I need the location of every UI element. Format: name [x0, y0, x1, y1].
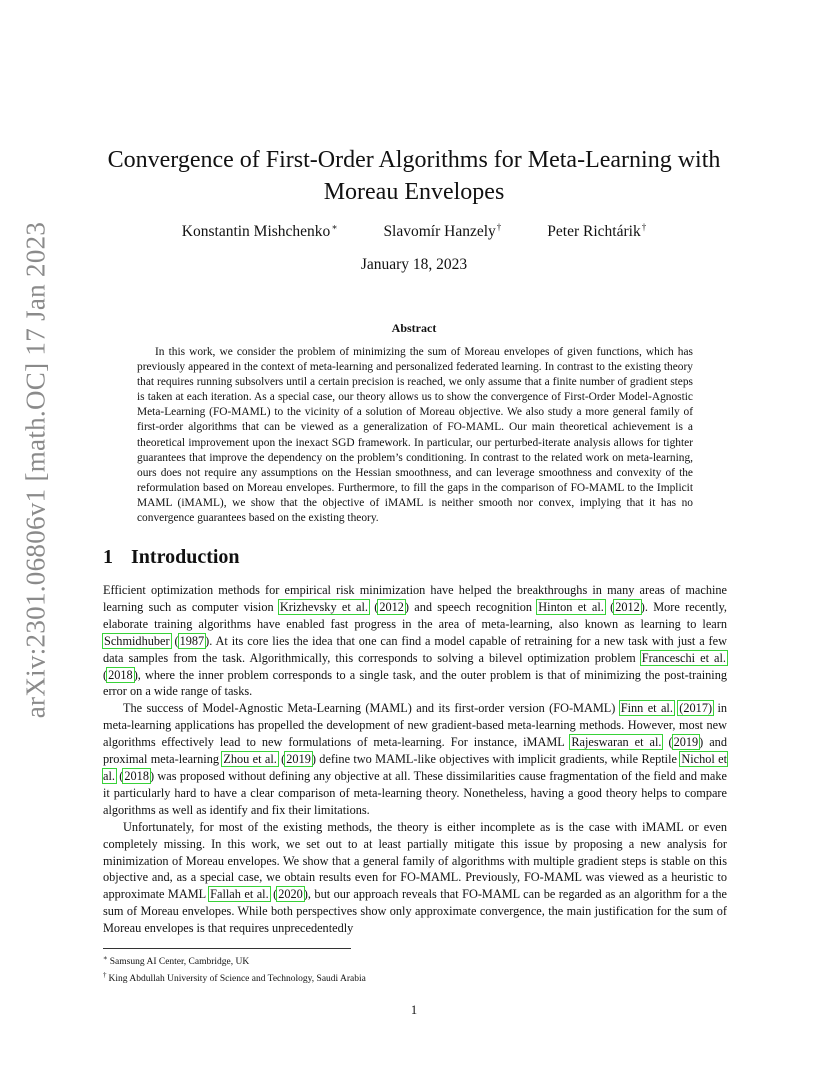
paragraph-text: ) and proximal meta-learning	[103, 735, 727, 767]
author-2-name: Slavomír Hanzely	[383, 223, 496, 241]
citation-link[interactable]: Fallah et al.	[210, 887, 269, 902]
paragraph-text: (	[115, 768, 124, 783]
citation-year-link[interactable]: (2017)	[679, 701, 713, 716]
arxiv-identifier-stamp: arXiv:2301.06806v1 [math.OC] 17 Jan 2023	[20, 221, 51, 719]
citation-year-link[interactable]: 2020	[278, 887, 303, 902]
citation-year-link[interactable]: 1987	[179, 633, 205, 648]
paragraph-text: (	[662, 735, 673, 750]
paragraph-text: (	[604, 599, 615, 614]
section-number: 1	[103, 546, 113, 568]
footnote-2-text: King Abdullah University of Science and Technology, Saudi Arabia	[108, 974, 366, 985]
author-2	[383, 222, 501, 241]
citation-link[interactable]: Schmidhuber	[104, 633, 170, 648]
paragraph-text: Unfortunately, for most of the existing methods, the theory is either incomplete as is the case with iMAML or even completely missing. In this work, we set out to at least partially mitigate this issue by proposing a new analysis for minimization of Moreau envelopes. We show that a general family of algorithms with multiple gradient steps is stable on this objective and, as a special case, we obtain results even for FO-MAML. Previously, FO-MAML was viewed as a heuristic to approximate MAML	[103, 819, 727, 902]
citation-year-link[interactable]: 2019	[286, 752, 311, 767]
citation-year-link[interactable]: 2012	[615, 599, 640, 614]
paper-title: Convergence of First-Order Algorithms for Meta-Learning with Moreau Envelopes	[107, 147, 721, 205]
author-3-mark: †	[641, 222, 647, 232]
footnote-2-mark: †	[103, 971, 107, 980]
paragraph-3	[103, 819, 727, 937]
footnotes	[103, 952, 366, 986]
citation-link[interactable]: Hinton et al.	[538, 599, 604, 614]
author-1	[182, 222, 338, 241]
paragraph-text: The success of Model-Agnostic Meta-Learning (MAML) and its first-order version (FO-MAML)	[123, 701, 620, 716]
author-3-name: Peter Richtárik	[547, 223, 641, 241]
citation-year-link[interactable]: 2018	[124, 768, 149, 783]
footnote-1-text: Samsung AI Center, Cambridge, UK	[109, 957, 250, 968]
author-3	[547, 222, 646, 241]
paragraph-text: ) define two MAML-like objectives with implicit gradients, while Reptile	[311, 752, 681, 767]
citation-year-link[interactable]: 2019	[673, 735, 699, 750]
author-2-mark: †	[496, 222, 502, 232]
citation-link[interactable]: Finn et al.	[620, 701, 673, 716]
paragraph-2	[103, 700, 727, 818]
paragraph-text: (	[103, 667, 108, 682]
author-1-name: Konstantin Mishchenko	[181, 223, 331, 241]
author-list	[104, 222, 724, 241]
paragraph-text: ). More recently, elaborate training algorithms have enabled fast progress in the area of meta-learning, also known as learning to learn	[103, 599, 727, 631]
paragraph-text: Efficient optimization methods for empirical risk minimization have helped the breakthroughs in many areas of machine learning such as computer vision	[103, 583, 727, 614]
footnote-1	[103, 952, 366, 969]
paragraph-text: ), where the inner problem corresponds to a single task, and the outer problem is that of minimizing the post-training error on a wide range of tasks.	[103, 667, 727, 699]
paragraph-text: (	[269, 887, 278, 902]
paragraph-text: ). At its core lies the idea that one can find a model capable of retraining for a new task with just a few data samples from the task. Algorithmically, this corresponds to solving a bilevel optimization problem	[103, 633, 727, 665]
page-number: 1	[410, 1003, 418, 1017]
paragraph-1	[103, 582, 727, 700]
paragraph-text: ) was proposed without defining any objective at all. These dissimilarities cause fragmentation of the field and make it particularly hard to have a clear comparison of meta-learning theory. Nonetheless, having a good theory helps to compare algorithms as well as identify and fix their limitations.	[103, 768, 727, 817]
paper-date: January 18, 2023	[360, 256, 468, 273]
author-1-mark: ∗	[331, 222, 338, 232]
citation-link[interactable]: Zhou et al.	[223, 752, 277, 767]
paragraph-text: (	[277, 752, 286, 767]
footnote-2	[103, 969, 366, 986]
paragraph-text: (	[170, 633, 179, 648]
citation-link[interactable]: Krizhevsky et al.	[279, 599, 368, 614]
footnote-1-mark: ∗	[103, 954, 108, 962]
citation-year-link[interactable]: 2018	[108, 667, 133, 682]
paragraph-text: ), but our approach reveals that FO-MAML can be regarded as an algorithm for a the sum of Moreau envelopes. While both perspectives show only approximate convergence, the main justification for the sum of Moreau envelopes is that requires unprecedentedly	[103, 887, 727, 936]
paragraph-text: (	[368, 599, 379, 614]
section-title: Introduction	[131, 546, 240, 568]
paragraph-text: ) and speech recognition	[404, 599, 538, 614]
abstract-text: In this work, we consider the problem of minimizing the sum of Moreau envelopes of given functions, which has previously appeared in the context of meta-learning and personalized federated learning. In contrast to the existing theory that requires running subsolvers until a certain precision is reached, we only assume that a finite number of gradient steps is taken at each iteration. As a special case, our theory allows us to show the convergence of First-Order Model-Agnostic Meta-Learning (FO-MAML) to the vicinity of a solution of Moreau objective. We also study a more general family of first-order algorithms that can be viewed as a generalization of FO-MAML. Our main theoretical achievement is a theoretical improvement upon the inexact SGD framework. In particular, our perturbed-iterate analysis allows for tighter guarantees that improve the dependency on the problem’s conditioning. In contrast to the related work on meta-learning, ours does not require any assumptions on the Hessian smoothness, and can leverage smoothness and convexity of the reformulation based on Moreau envelopes. Furthermore, to fill the gaps in the comparison of FO-MAML to the Implicit MAML (iMAML), we show that the objective of iMAML is neither smooth nor convex, implying that it has no convergence guarantees based on the existing theory.	[137, 346, 693, 525]
citation-link[interactable]: Rajeswaran et al.	[571, 735, 662, 750]
footnote-divider	[103, 948, 351, 949]
section-heading	[103, 546, 240, 569]
citation-year-link[interactable]: 2012	[379, 599, 404, 614]
citation-link[interactable]: Franceschi et al.	[641, 650, 726, 665]
abstract-heading: Abstract	[391, 321, 437, 335]
paragraph-text: in meta-learning applications has propelled the development of new gradient-based meta-learning methods. However, most new algorithms effectively lead to new formulations of meta-learning. For instance, iMAML	[103, 701, 728, 750]
introduction-body	[103, 582, 727, 937]
citation-link[interactable]: Nichol et al.	[103, 752, 727, 783]
